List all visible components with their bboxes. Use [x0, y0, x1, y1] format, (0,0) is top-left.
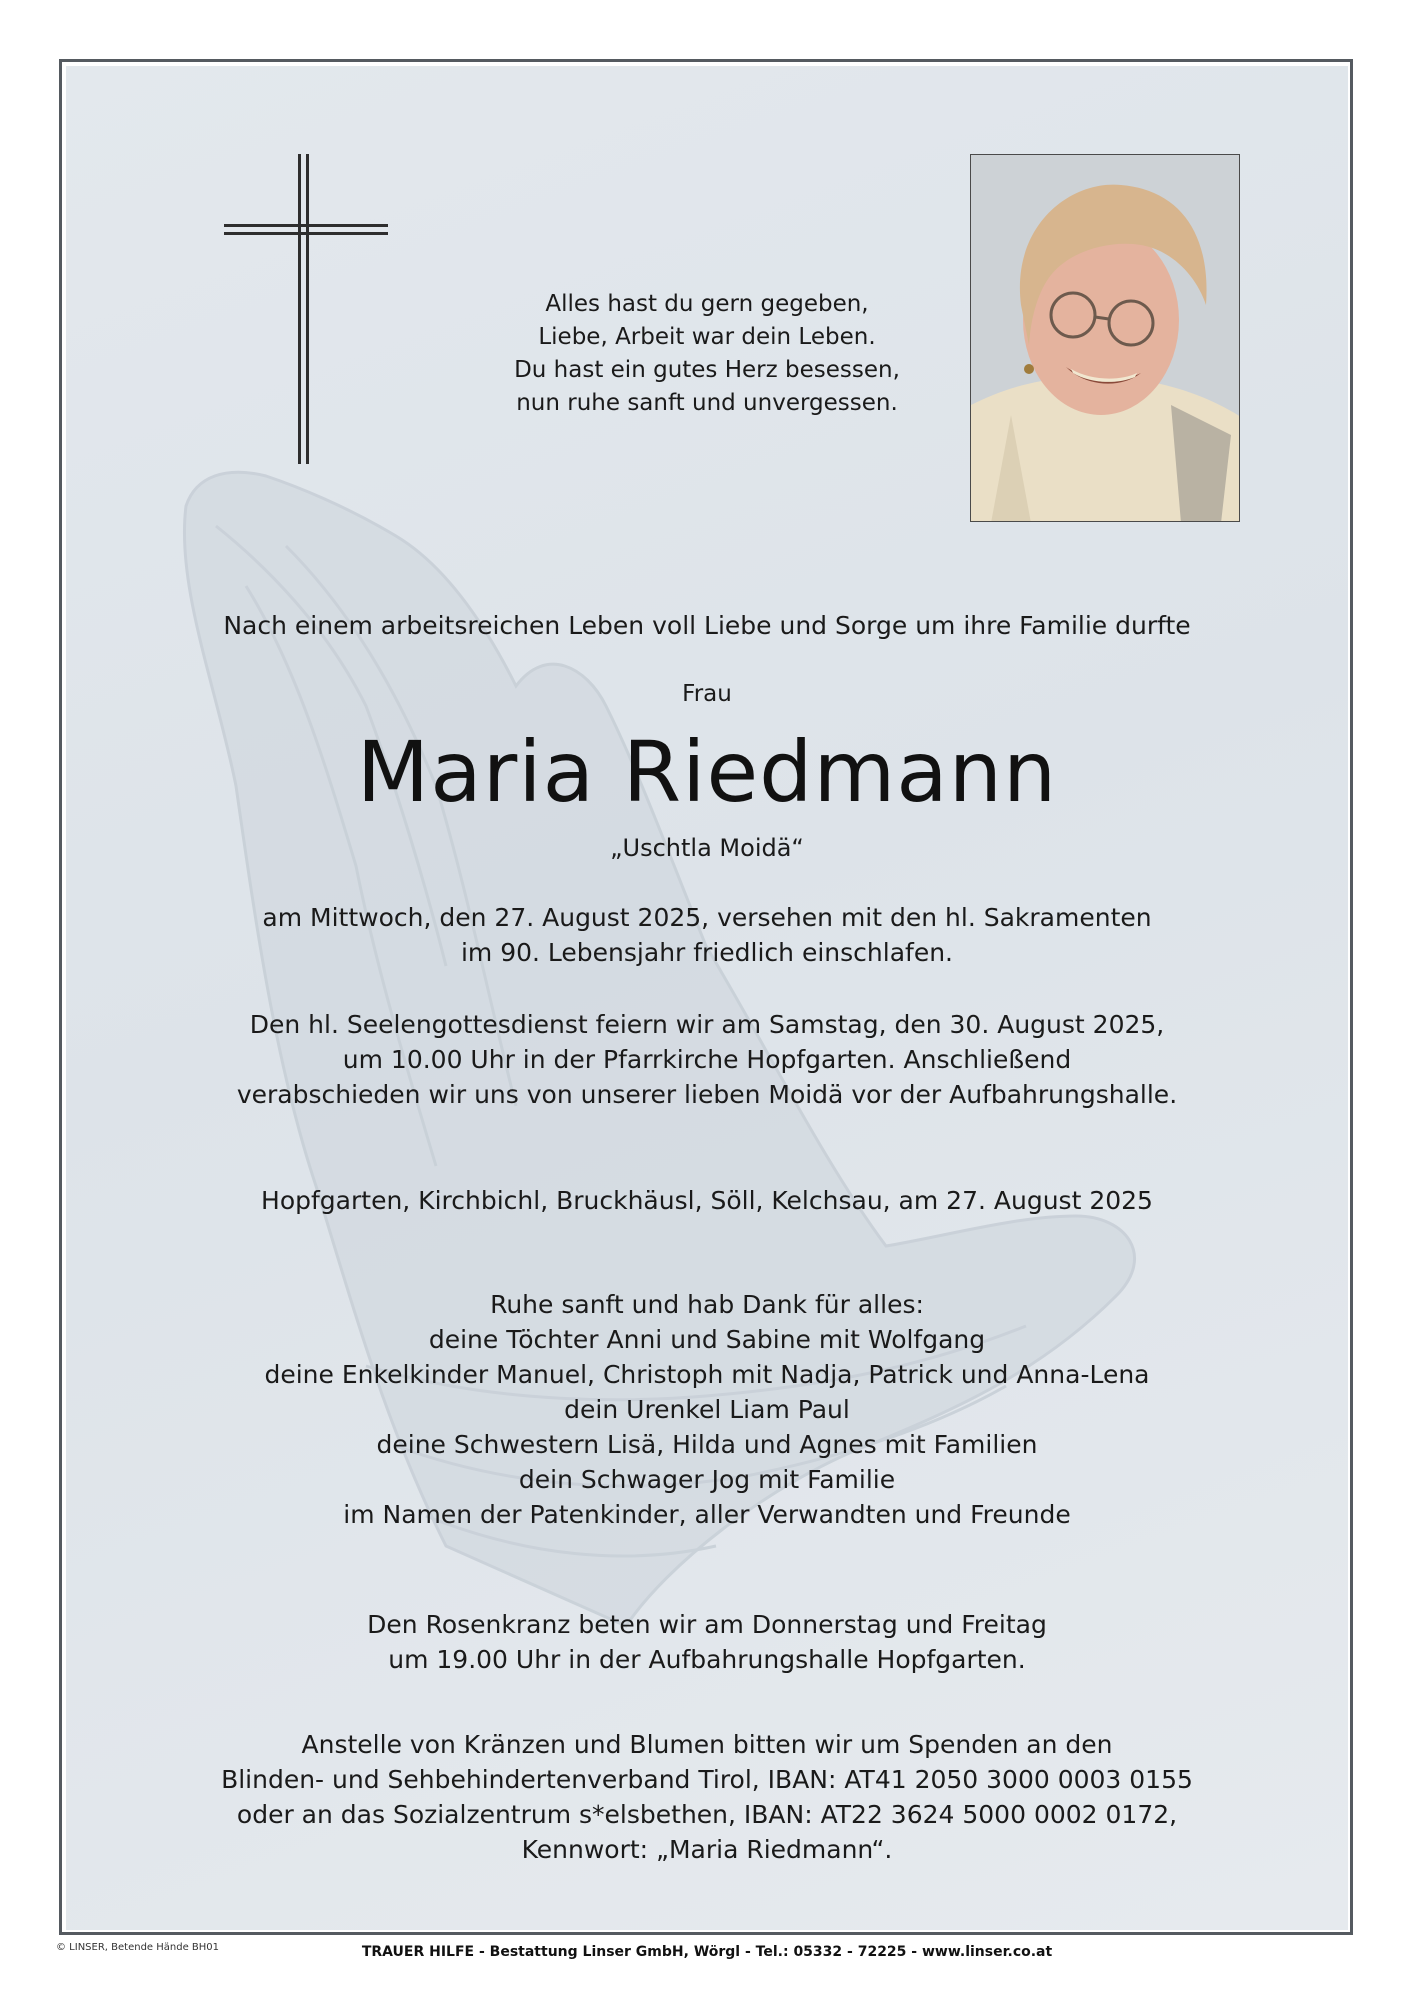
poem-line: Alles hast du gern gegeben, [545, 291, 869, 317]
mourners-line: deine Schwestern Lisä, Hilda und Agnes mit Familien [376, 1430, 1038, 1459]
mourners-line: dein Schwager Jog mit Familie [518, 1465, 896, 1494]
salutation: Frau [682, 681, 732, 707]
deceased-name: Maria Riedmann [356, 723, 1058, 821]
intro-text: Nach einem arbeitsreichen Leben voll Liebe und Sorge um ihre Familie durfte [223, 611, 1191, 640]
mass-line: Den hl. Seelengottesdienst feiern wir am Samstag, den 30. August 2025, [249, 1010, 1165, 1039]
mass-line: verabschieden wir uns von unserer lieben Moidä vor der Aufbahrungshalle. [236, 1080, 1178, 1109]
poem-line: nun ruhe sanft und unvergessen. [516, 390, 898, 416]
death-line: im 90. Lebensjahr friedlich einschlafen. [460, 938, 953, 967]
image-credit: © LINSER, Betende Hände BH01 [56, 1942, 220, 1953]
mourners-line: dein Urenkel Liam Paul [564, 1395, 850, 1424]
mass-line: um 10.00 Uhr in der Pfarrkirche Hopfgarten. Anschließend [342, 1045, 1072, 1074]
mourners-line: deine Töchter Anni und Sabine mit Wolfgang [428, 1325, 986, 1354]
donation-line: Blinden- und Sehbehindertenverband Tirol, IBAN: AT41 2050 3000 0003 0155 [221, 1765, 1193, 1794]
death-notice [0, 900, 1414, 970]
poem-line: Liebe, Arbeit war dein Leben. [538, 324, 876, 350]
donation-line: Kennwort: „Maria Riedmann“. [521, 1835, 893, 1864]
rosary-notice [0, 1607, 1414, 1677]
rosary-line: Den Rosenkranz beten wir am Donnerstag und Freitag [367, 1610, 1047, 1639]
mourners-line: deine Enkelkinder Manuel, Christoph mit Nadja, Patrick und Anna-Lena [264, 1360, 1150, 1389]
death-line: am Mittwoch, den 27. August 2025, versehen mit den hl. Sakramenten [262, 903, 1152, 932]
mourners-line: Ruhe sanft und hab Dank für alles: [490, 1290, 924, 1319]
donation-line: oder an das Sozialzentrum s*elsbethen, IBAN: AT22 3624 5000 0002 0172, [236, 1800, 1178, 1829]
donation-notice [0, 1727, 1414, 1867]
nickname: „Uschtla Moidä“ [610, 834, 804, 862]
donation-line: Anstelle von Kränzen und Blumen bitten wir um Spenden an den [301, 1730, 1113, 1759]
mourners-list [0, 1287, 1414, 1532]
place-date: Hopfgarten, Kirchbichl, Bruckhäusl, Söll, Kelchsau, am 27. August 2025 [261, 1186, 1153, 1215]
rosary-line: um 19.00 Uhr in der Aufbahrungshalle Hopfgarten. [388, 1645, 1026, 1674]
funeral-mass [0, 1007, 1414, 1112]
footer-contact: TRAUER HILFE - Bestattung Linser GmbH, Wörgl - Tel.: 05332 - 72225 - www.linser.co.at [361, 1944, 1053, 1960]
poem [0, 288, 1414, 420]
poem-line: Du hast ein gutes Herz besessen, [514, 357, 900, 383]
mourners-line: im Namen der Patenkinder, aller Verwandten und Freunde [343, 1500, 1071, 1529]
